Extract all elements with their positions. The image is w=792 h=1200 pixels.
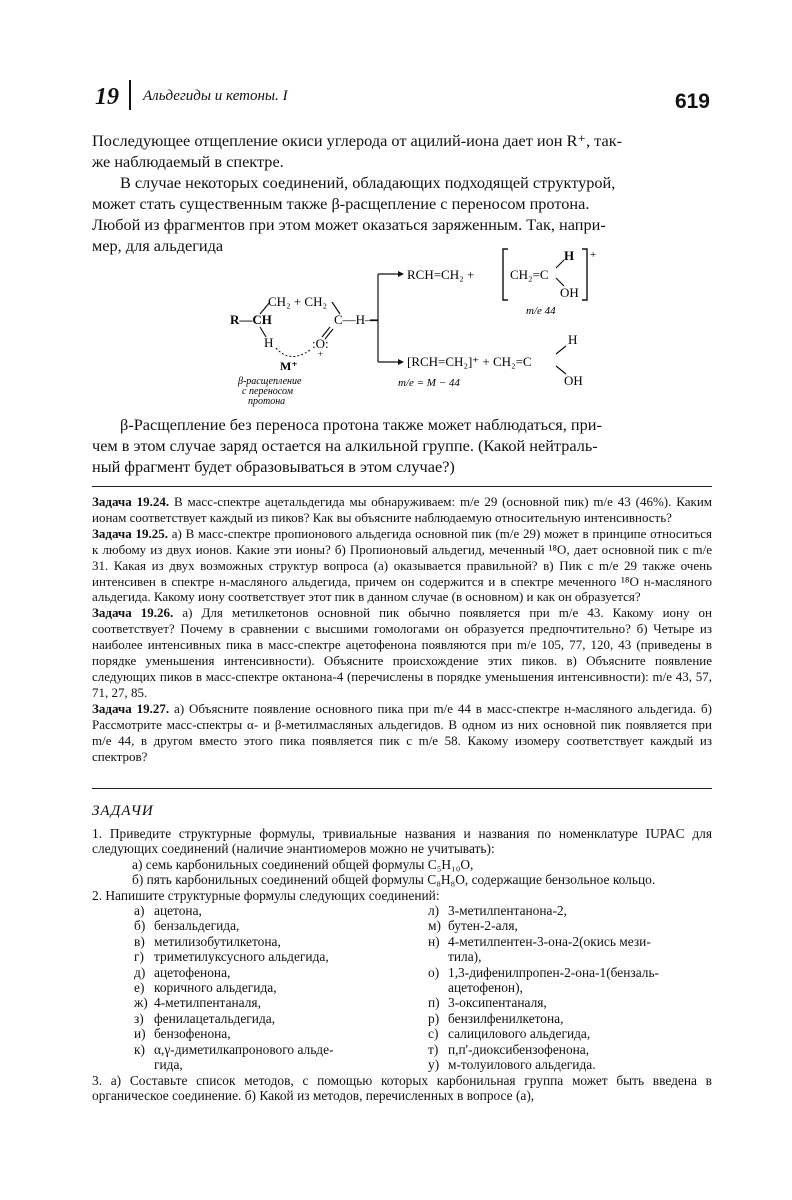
bracket-left xyxy=(503,249,508,300)
top-me: m/e 44 xyxy=(526,305,556,317)
exercise-3: 3. а) Составьте список методов, с помощью которых карбонильная группа может быть введена в органическое соединение. б) Какой из методов, перечисленных в вопросе (а), xyxy=(92,1073,712,1104)
list-item xyxy=(428,1057,718,1072)
list-item-text: коричного альдегида, xyxy=(154,980,277,996)
bottom-product: [RCH=CH₂]⁺ + CH₂=C xyxy=(407,354,532,369)
problem-19-25 xyxy=(92,526,712,606)
list-item xyxy=(428,980,718,995)
list-item xyxy=(134,918,434,933)
list-item-label: у) xyxy=(428,1057,440,1073)
list-item-text: ацетофенона, xyxy=(154,964,231,980)
list-item-text: гида, xyxy=(154,1057,183,1073)
exercises-title: ЗАДАЧИ xyxy=(92,803,154,819)
list-item xyxy=(134,965,434,980)
bracket-h: H xyxy=(564,248,575,263)
list-item xyxy=(134,980,434,995)
intro-line: В случае некоторых соединений, обладающих подходящей структурой, xyxy=(120,173,616,192)
problem-text: а) В масс-спектре пропионового альдегида основной пик (m/e 29) может в принципе относиться к любому из двух ионов. Какие эти ионы? б) Пропионовый альдегид, меченный ¹⁸O, дает основной пик с m/e 31. Какая из двух возможных структур вопроса (а) оказывается правильной? в) Пик с m/e 29 также очень интенсивен в спектре н-масляного альдегида, причем он содержится и в спектре меченного ¹⁸O н-масляного альдегида. Какому иону соответствует этот пик в данном случае (в основном) и как он образуется? xyxy=(92,525,713,605)
list-item-text: 3-оксипентаналя, xyxy=(448,995,547,1011)
list-item-text: 3-метилпентанона-2, xyxy=(448,903,567,919)
list-item xyxy=(134,1042,434,1057)
scheme-h: H xyxy=(264,335,274,350)
list-item-label: т) xyxy=(428,1041,439,1057)
proton-transfer-arrow xyxy=(276,348,310,357)
list-item xyxy=(134,934,434,949)
scheme-plus: + xyxy=(318,349,324,359)
arrow-head xyxy=(398,271,404,277)
list-item-label: г) xyxy=(134,949,144,965)
list-item xyxy=(134,1011,434,1026)
list-item xyxy=(428,1042,718,1057)
list-item xyxy=(428,995,718,1010)
exercise-2-columns xyxy=(92,903,712,1073)
problem-19-26 xyxy=(92,605,712,700)
list-item-label: з) xyxy=(134,1010,144,1026)
scheme-caption: β-расщепление xyxy=(238,376,302,387)
list-item-text: фенилацетальдегида, xyxy=(154,1010,276,1026)
problem-label: Задача 19.24. xyxy=(92,494,170,509)
reaction-scheme-svg xyxy=(220,244,620,414)
list-item-text: 4-метилпентаналя, xyxy=(154,995,261,1011)
list-item-label: е) xyxy=(134,980,145,996)
intro-line: может стать существенным также β-расщепление с переносом протона. xyxy=(92,194,590,213)
list-item-label: ж) xyxy=(134,995,148,1011)
list-item xyxy=(134,995,434,1010)
list-item xyxy=(134,903,434,918)
list-item-text: ацетофенон), xyxy=(448,980,523,996)
list-item xyxy=(134,949,434,964)
bracket-ch2: CH₂=C xyxy=(510,267,549,282)
list-item-text: салицилового альдегида, xyxy=(448,1026,591,1042)
bottom-me: m/e = M − 44 xyxy=(398,377,460,389)
intro-line: же наблюдаемый в спектре. xyxy=(92,152,284,171)
list-item xyxy=(428,1026,718,1041)
chapter-number: 19 xyxy=(95,84,119,110)
list-item-text: триметилуксусного альдегида, xyxy=(154,949,329,965)
list-item-text: 4-метилпентен-3-она-2(окись мези- xyxy=(448,933,651,949)
list-item-label: р) xyxy=(428,1010,440,1026)
bond-line xyxy=(556,346,566,354)
exercise-1b: б) пять карбонильных соединений общей формулы C₈H₈O, содержащие бензольное кольцо. xyxy=(132,872,656,888)
text-line: ный фрагмент будет образовываться в этом случае?) xyxy=(92,457,455,476)
list-item-text: тила), xyxy=(448,949,482,965)
list-item xyxy=(428,949,718,964)
list-item-label: с) xyxy=(428,1026,439,1042)
list-item-label: л) xyxy=(428,903,440,919)
problem-text: а) Для метилкетонов основной пик обычно появляется при m/e 43. Какому иону он соответствует? Почему в сравнении с высшими гомологами он образуется предпочтительно? б) Четыре из наиболее интенсивных пика в масс-спектре ацетофенона появляются при m/e 105, 77, 120, 43 (приведены в порядке уменьшения интенсивности). Объясните происхождение этих пиков. в) Объясните появление следующих пиков в масс-спектре октанона-4 (перечислены в порядке уменьшения интенсивности): m/e 43, 57, 71, 27, 85. xyxy=(92,605,713,700)
list-item-text: бензилфенилкетона, xyxy=(448,1010,564,1026)
problem-19-27 xyxy=(92,701,712,765)
text-line: β-Расщепление без переноса протона также может наблюдаться, при- xyxy=(120,415,602,434)
list-item-label: а) xyxy=(134,903,145,919)
exercise-1a: а) семь карбонильных соединений общей формулы C₅H₁₀O, xyxy=(132,856,474,872)
list-item-text: п,п'-диоксибензофенона, xyxy=(448,1041,590,1057)
page-number: 619 xyxy=(674,90,710,113)
list-item-label: к) xyxy=(134,1041,145,1057)
list-item xyxy=(428,918,718,933)
list-item-label: п) xyxy=(428,995,440,1011)
list-item xyxy=(428,903,718,918)
bottom-oh: OH xyxy=(564,373,583,388)
list-item-label: д) xyxy=(134,964,146,980)
exercise-2-right-column xyxy=(428,903,718,1072)
list-item-text: 1,3-дифенилпропен-2-она-1(бензаль- xyxy=(448,964,660,980)
list-item-text: ацетона, xyxy=(154,903,202,919)
bottom-h: H xyxy=(568,332,578,347)
list-item-label: и) xyxy=(134,1026,146,1042)
list-item xyxy=(134,1057,434,1072)
intro-line: Любой из фрагментов при этом может оказаться заряженным. Так, напри- xyxy=(92,215,606,234)
top-product: RCH=CH₂ + xyxy=(407,267,475,282)
exercise-2: 2. Напишите структурные формулы следующих соединений: xyxy=(92,887,440,903)
exercise-1: 1. Приведите структурные формулы, тривиальные названия и названия по номенклатуре IUPAC для следующих соединений (наличие энантиомеров можно не учитывать): xyxy=(92,826,712,857)
scheme-m-plus: M⁺ xyxy=(280,359,298,373)
problem-19-24 xyxy=(92,494,712,526)
running-header xyxy=(95,78,710,118)
after-scheme-text xyxy=(92,414,712,477)
arrow-head xyxy=(398,359,404,365)
chapter-title: Альдегиды и кетоны. I xyxy=(143,88,288,104)
list-item-text: м-толуилового альдегида. xyxy=(448,1057,596,1073)
list-item-text: бутен-2-аля, xyxy=(448,918,518,934)
list-item xyxy=(428,934,718,949)
problem-label: Задача 19.25. xyxy=(92,525,169,541)
problems-block xyxy=(92,494,712,764)
list-item-text: α,γ-диметилкапронового альде- xyxy=(154,1041,334,1057)
list-item-label: о) xyxy=(428,964,440,980)
list-item xyxy=(134,1026,434,1041)
scheme-caption: протона xyxy=(248,396,286,407)
intro-text xyxy=(92,130,712,256)
scheme-c-h: C—H— xyxy=(334,312,379,327)
exercises-block xyxy=(92,826,712,1104)
intro-line: мер, для альдегида xyxy=(92,236,224,255)
text-line: чем в этом случае заряд остается на алкильной группе. (Какой нейтраль- xyxy=(92,436,598,455)
scheme-r-ch: R—CH xyxy=(230,312,272,327)
list-item-text: бензофенона, xyxy=(154,1026,231,1042)
list-item xyxy=(428,965,718,980)
list-item xyxy=(428,1011,718,1026)
list-item-label: м) xyxy=(428,918,441,934)
exercise-2-left-column xyxy=(134,903,434,1072)
list-item-text: бензальдегида, xyxy=(154,918,240,934)
problem-label: Задача 19.26. xyxy=(92,605,174,621)
scheme-ch2-ch2: CH₂ + CH₂ xyxy=(268,294,328,309)
section-rule xyxy=(92,788,712,789)
intro-line: Последующее отщепление окиси углерода от ацилий-иона дает ион R⁺, так- xyxy=(92,131,623,150)
list-item-text: метилизобутилкетона, xyxy=(154,933,281,949)
bracket-oh: OH xyxy=(560,285,579,300)
bracket-right xyxy=(582,249,587,300)
list-item-label: н) xyxy=(428,933,440,949)
section-rule xyxy=(92,486,712,487)
scheme-o: :O: xyxy=(312,336,329,351)
scheme-caption: с переносом xyxy=(242,386,293,397)
list-item-label: б) xyxy=(134,918,146,934)
bracket-charge: + xyxy=(590,249,597,261)
list-item-label: в) xyxy=(134,933,145,949)
reaction-scheme xyxy=(220,244,620,414)
problem-text: а) Объясните появление основного пика при m/e 44 в масс-спектре н-масляного альдегида. б) Рассмотрите масс-спектры α- и β-метилмасляных альдегидов. В одном из них основной пик появляется при m/e 44, в другом вместо этого пика появляется пик с m/e 58. Какому изомеру соответствует каждый из спектров? xyxy=(92,700,712,764)
problem-text: В масс-спектре ацетальдегида мы обнаруживаем: m/e 29 (основной пик) m/e 43 (46%). Каким ионам соответствует каждый из пиков? Как вы объясните наблюдаемую относительную интенсивность? xyxy=(92,494,713,525)
bond-line xyxy=(556,260,564,268)
problem-label: Задача 19.27. xyxy=(92,700,170,716)
header-divider xyxy=(129,80,131,110)
